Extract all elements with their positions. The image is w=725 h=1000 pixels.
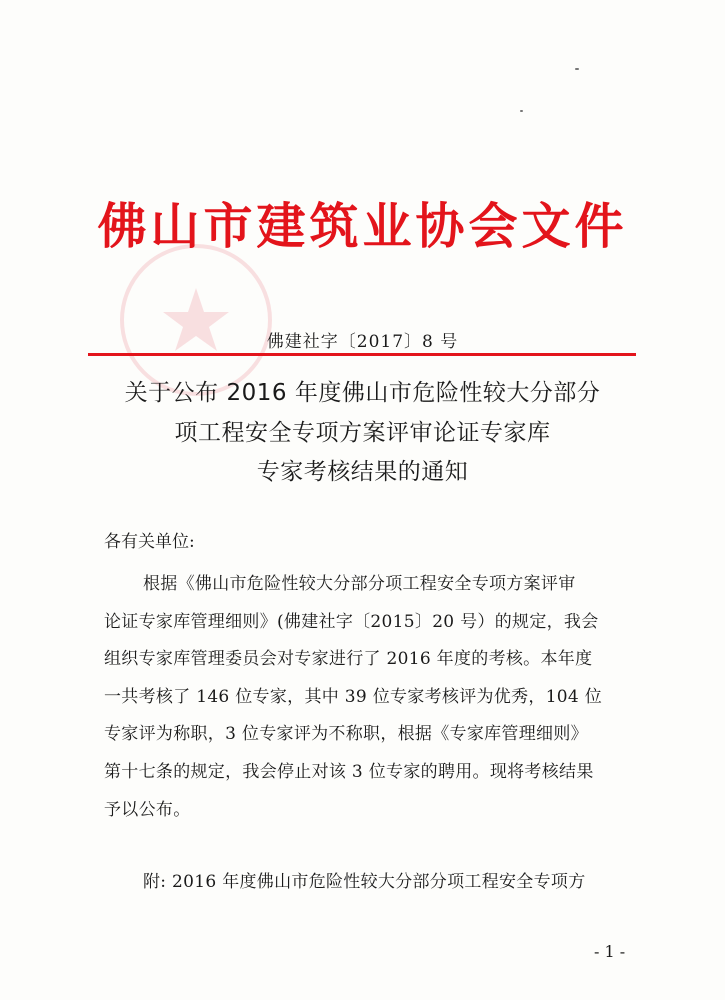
document-number: 佛建社字〔2017〕8 号 [266,332,459,352]
attachment-note: 附: 2016 年度佛山市危险性较大分部分项工程安全专项方 [143,872,586,892]
notice-title-line-2: 项工程安全专项方案评审论证专家库 [174,420,551,446]
org-document-title: 佛山市建筑业协会文件 [97,197,628,255]
salutation: 各有关单位: [104,532,195,552]
body-line: 根据《佛山市危险性较大分部分项工程安全专项方案评审 [143,574,576,594]
body-line: 予以公布。 [104,800,191,820]
page-number: - 1 - [594,942,626,961]
red-separator-line [88,353,636,356]
body-line: 专家评为称职，3 位专家评为不称职，根据《专家库管理细则》 [104,724,588,744]
scan-speck [520,110,523,112]
scan-speck [575,68,579,70]
body-line: 组织专家库管理委员会对专家进行了 2016 年度的考核。本年度 [104,649,593,669]
notice-title-line-1: 关于公布 2016 年度佛山市危险性较大分部分 [124,380,601,406]
body-line: 一共考核了 146 位专家，其中 39 位专家考核评为优秀，104 位 [104,687,603,707]
body-line: 论证专家库管理细则》(佛建社字〔2015〕20 号）的规定，我会 [104,612,599,632]
notice-title-line-3: 专家考核结果的通知 [256,459,469,485]
body-line: 第十七条的规定，我会停止对该 3 位专家的聘用。现将考核结果 [104,762,594,782]
